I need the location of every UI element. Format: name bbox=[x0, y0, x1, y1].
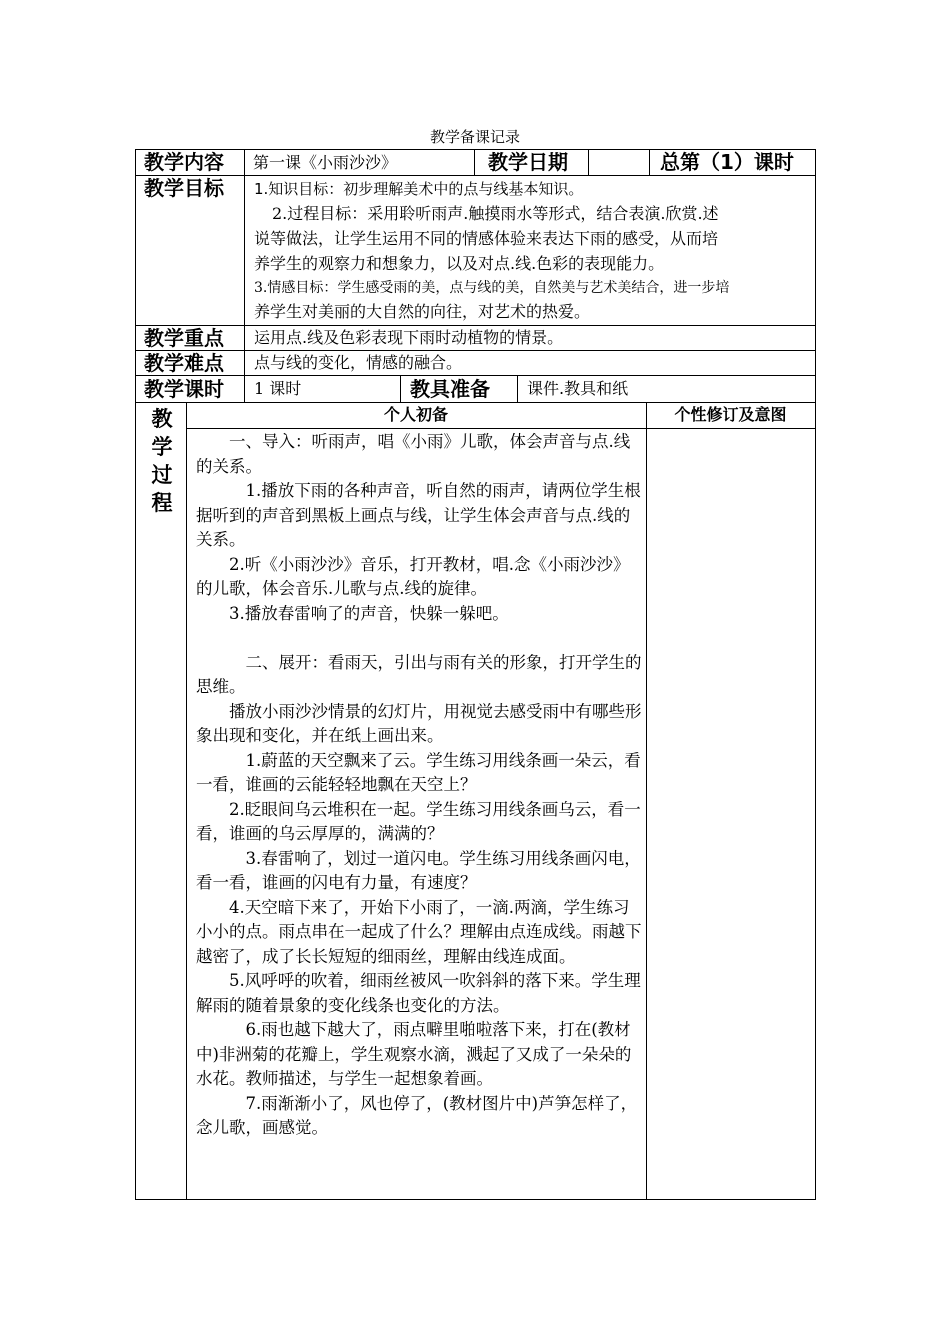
col-personal-header: 个人初备 bbox=[383, 405, 448, 424]
col-revision-header: 个性修订及意图 bbox=[674, 405, 787, 424]
process-body bbox=[196, 430, 642, 1141]
goals-label: 教学目标 bbox=[144, 176, 224, 200]
process-label-char: 教 bbox=[151, 407, 173, 431]
goal-emotion-line1: 3.情感目标：学生感受雨的美，点与线的美，自然美与艺术美结合，进一步培 bbox=[254, 280, 730, 296]
tools-value: 课件.教具和纸 bbox=[527, 379, 629, 398]
process-label-char: 学 bbox=[151, 435, 173, 459]
process-paragraph: 2.听《小雨沙沙》音乐，打开教材，唱.念《小雨沙沙》的儿歌，体会音乐.儿歌与点.线的旋律。 bbox=[196, 554, 630, 598]
process-paragraph: 6.雨也越下越大了，雨点噼里啪啦落下来，打在(教材中)非洲菊的花瓣上，学生观察水滴，溅起了又成了一朵朵的水花。教师描述，与学生一起想象着画。 bbox=[196, 1020, 632, 1088]
process-label bbox=[146, 405, 178, 517]
focus-value: 运用点.线及色彩表现下雨时动植物的情景。 bbox=[254, 328, 564, 347]
date-label: 教学日期 bbox=[488, 150, 568, 174]
process-paragraph: 3.春雷响了，划过一道闪电。学生练习用线条画闪电，看一看，谁画的闪电有力量，有速度？ bbox=[196, 848, 641, 892]
difficulty-value: 点与线的变化，情感的融合。 bbox=[254, 353, 463, 372]
goal-knowledge: 1.知识目标：初步理解美术中的点与线基本知识。 bbox=[254, 180, 584, 198]
goal-process-line1: 2.过程目标：采用聆听雨声.触摸雨水等形式，结合表演.欣赏.述 bbox=[272, 204, 719, 223]
page-title: 教学备课记录 bbox=[429, 128, 520, 146]
goal-process-line3: 养学生的观察力和想象力，以及对点.线.色彩的表现能力。 bbox=[254, 254, 665, 273]
process-paragraph: 2.眨眼间乌云堆积在一起。学生练习用线条画乌云，看一看，谁画的乌云厚厚的，满满的？ bbox=[196, 799, 641, 843]
process-paragraph: 播放小雨沙沙情景的幻灯片，用视觉去感受雨中有哪些形象出现和变化，并在纸上画出来。 bbox=[196, 701, 642, 745]
goal-emotion-line2: 养学生对美丽的大自然的向往，对艺术的热爱。 bbox=[254, 302, 591, 321]
difficulty-label: 教学难点 bbox=[144, 351, 224, 375]
hours-label: 教学课时 bbox=[144, 377, 224, 401]
total-hours-label: 总第（1）课时 bbox=[660, 150, 794, 174]
process-paragraph: 1.蔚蓝的天空飘来了云。学生练习用线条画一朵云，看一看，谁画的云能轻轻地飘在天空上？ bbox=[196, 750, 641, 794]
hours-value: 1 课时 bbox=[254, 379, 302, 398]
process-paragraph: 5.风呼呼的吹着，细雨丝被风一吹斜斜的落下来。学生理解雨的随着景象的变化线条也变化的方法。 bbox=[196, 971, 641, 1015]
process-paragraph: 二、展开：看雨天，引出与雨有关的形象，打开学生的思维。 bbox=[196, 652, 642, 696]
tools-label: 教具准备 bbox=[410, 377, 490, 401]
process-paragraph bbox=[196, 626, 642, 651]
process-paragraph: 1.播放下雨的各种声音，听自然的雨声，请两位学生根据听到的声音到黑板上画点与线，让学生体会声音与点.线的关系。 bbox=[196, 481, 641, 549]
process-paragraph: 7.雨渐渐小了，风也停了，(教材图片中)芦笋怎样了，念儿歌，画感觉。 bbox=[196, 1093, 638, 1137]
process-label-char: 程 bbox=[151, 491, 173, 515]
process-label-char: 过 bbox=[151, 463, 173, 487]
focus-label: 教学重点 bbox=[144, 326, 224, 350]
process-paragraph: 4.天空暗下来了，开始下小雨了，一滴.两滴，学生练习小小的点。雨点串在一起成了什么？理解由点连成线。雨越下越密了，成了长长短短的细雨丝，理解由线连成面。 bbox=[196, 897, 642, 966]
goal-process-line2: 说等做法，让学生运用不同的情感体验来表达下雨的感受，从而培 bbox=[254, 229, 719, 248]
process-paragraph: 3.播放春雷响了的声音，快躲一躲吧。 bbox=[196, 603, 509, 623]
process-paragraph: 一、导入：听雨声，唱《小雨》儿歌，体会声音与点.线的关系。 bbox=[196, 432, 631, 476]
content-value: 第一课《小雨沙沙》 bbox=[253, 153, 398, 172]
content-label: 教学内容 bbox=[144, 150, 224, 174]
